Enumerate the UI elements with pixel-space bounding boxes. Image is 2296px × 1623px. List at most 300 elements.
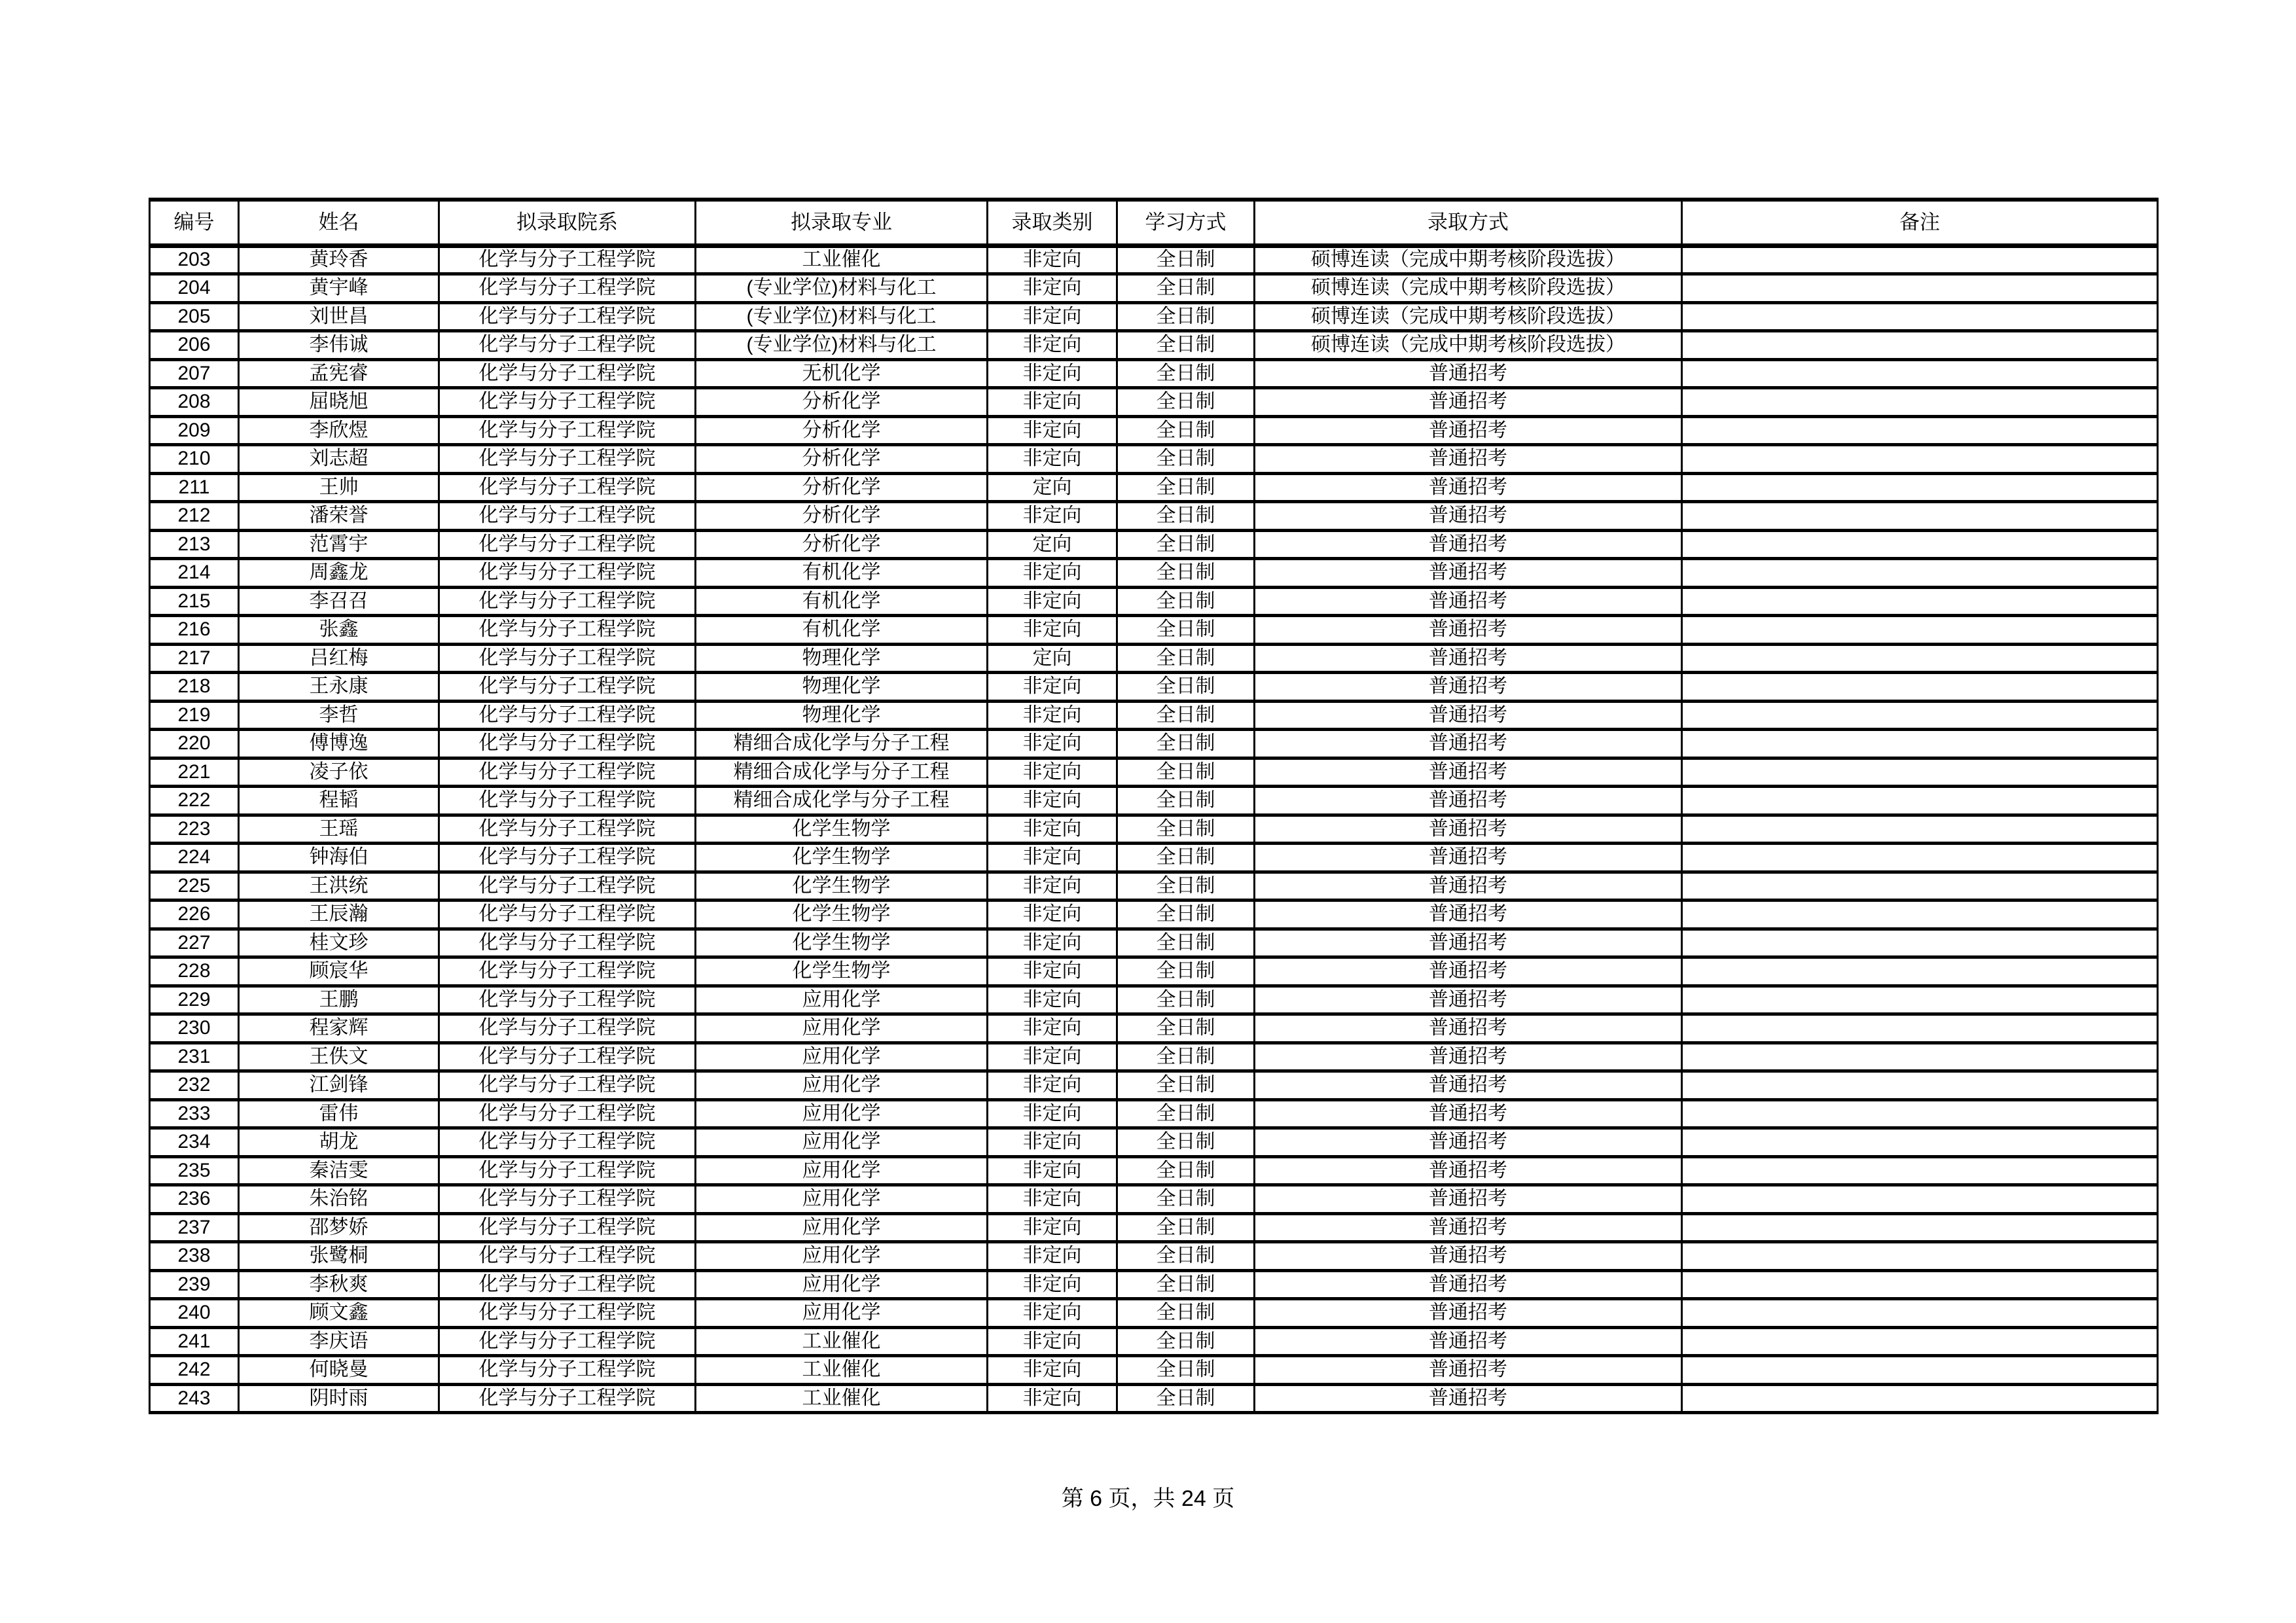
major-cell: 分析化学 — [696, 445, 988, 474]
table-row — [150, 530, 2158, 559]
major-cell: 分析化学 — [696, 502, 988, 531]
column-header-student-name: 姓名 — [239, 200, 439, 245]
admission-category-cell: 非定向 — [988, 416, 1117, 445]
admission-method-cell: 普通招考 — [1255, 730, 1682, 758]
table-header-row — [150, 200, 2158, 245]
remarks-cell — [1682, 587, 2158, 616]
row-number-cell: 233 — [150, 1099, 239, 1128]
major-cell: 应用化学 — [696, 1071, 988, 1100]
student-name-cell: 刘世昌 — [239, 302, 439, 331]
department-cell: 化学与分子工程学院 — [439, 1185, 696, 1214]
table-row — [150, 1099, 2158, 1128]
admission-category-cell: 非定向 — [988, 274, 1117, 303]
row-number-cell: 239 — [150, 1270, 239, 1299]
row-number-cell: 230 — [150, 1014, 239, 1043]
remarks-cell — [1682, 416, 2158, 445]
department-cell: 化学与分子工程学院 — [439, 502, 696, 531]
row-number-cell: 223 — [150, 815, 239, 844]
student-name-cell: 凌子依 — [239, 758, 439, 787]
admission-category-cell: 非定向 — [988, 701, 1117, 730]
major-cell: 应用化学 — [696, 1213, 988, 1242]
major-cell: 化学生物学 — [696, 901, 988, 929]
table-row — [150, 587, 2158, 616]
admission-method-cell: 普通招考 — [1255, 787, 1682, 815]
study-mode-cell: 全日制 — [1117, 1128, 1255, 1157]
department-cell: 化学与分子工程学院 — [439, 1014, 696, 1043]
study-mode-cell: 全日制 — [1117, 673, 1255, 702]
remarks-cell — [1682, 302, 2158, 331]
student-name-cell: 潘荣誉 — [239, 502, 439, 531]
admission-method-cell: 普通招考 — [1255, 1213, 1682, 1242]
department-cell: 化学与分子工程学院 — [439, 1213, 696, 1242]
table-row — [150, 502, 2158, 531]
table-row — [150, 416, 2158, 445]
table-row — [150, 1242, 2158, 1271]
table-row — [150, 758, 2158, 787]
student-name-cell: 何晓曼 — [239, 1356, 439, 1385]
major-cell: 化学生物学 — [696, 872, 988, 901]
study-mode-cell: 全日制 — [1117, 644, 1255, 673]
admission-method-cell: 硕博连读（完成中期考核阶段选拔） — [1255, 331, 1682, 360]
admission-category-cell: 非定向 — [988, 1014, 1117, 1043]
study-mode-cell: 全日制 — [1117, 416, 1255, 445]
admission-method-cell: 普通招考 — [1255, 1384, 1682, 1413]
student-name-cell: 黄玲香 — [239, 245, 439, 274]
department-cell: 化学与分子工程学院 — [439, 1128, 696, 1157]
table-row — [150, 844, 2158, 872]
admission-method-cell: 普通招考 — [1255, 1043, 1682, 1071]
row-number-cell: 227 — [150, 929, 239, 957]
admission-method-cell: 硕博连读（完成中期考核阶段选拔） — [1255, 302, 1682, 331]
table-row — [150, 815, 2158, 844]
major-cell: 应用化学 — [696, 1185, 988, 1214]
admission-method-cell: 普通招考 — [1255, 815, 1682, 844]
row-number-cell: 236 — [150, 1185, 239, 1214]
page-footer — [0, 1484, 2296, 1513]
row-number-cell: 232 — [150, 1071, 239, 1100]
admission-table — [149, 198, 2159, 1414]
row-number-cell: 208 — [150, 388, 239, 417]
admission-category-cell: 定向 — [988, 473, 1117, 502]
major-cell: 分析化学 — [696, 416, 988, 445]
department-cell: 化学与分子工程学院 — [439, 730, 696, 758]
row-number-cell: 240 — [150, 1299, 239, 1328]
table-row — [150, 1327, 2158, 1356]
student-name-cell: 王洪统 — [239, 872, 439, 901]
department-cell: 化学与分子工程学院 — [439, 901, 696, 929]
remarks-cell — [1682, 758, 2158, 787]
remarks-cell — [1682, 844, 2158, 872]
study-mode-cell: 全日制 — [1117, 559, 1255, 588]
admission-category-cell: 非定向 — [988, 331, 1117, 360]
admission-category-cell: 非定向 — [988, 1099, 1117, 1128]
study-mode-cell: 全日制 — [1117, 758, 1255, 787]
admission-method-cell: 普通招考 — [1255, 616, 1682, 645]
admission-method-cell: 普通招考 — [1255, 901, 1682, 929]
admission-method-cell: 普通招考 — [1255, 986, 1682, 1014]
study-mode-cell: 全日制 — [1117, 359, 1255, 388]
remarks-cell — [1682, 957, 2158, 986]
study-mode-cell: 全日制 — [1117, 1270, 1255, 1299]
remarks-cell — [1682, 530, 2158, 559]
row-number-cell: 215 — [150, 587, 239, 616]
study-mode-cell: 全日制 — [1117, 502, 1255, 531]
department-cell: 化学与分子工程学院 — [439, 302, 696, 331]
study-mode-cell: 全日制 — [1117, 1299, 1255, 1328]
department-cell: 化学与分子工程学院 — [439, 673, 696, 702]
table-row — [150, 901, 2158, 929]
student-name-cell: 朱治铭 — [239, 1185, 439, 1214]
table-row — [150, 1270, 2158, 1299]
admission-method-cell: 普通招考 — [1255, 1242, 1682, 1271]
row-number-cell: 238 — [150, 1242, 239, 1271]
admission-method-cell: 普通招考 — [1255, 1014, 1682, 1043]
student-name-cell: 孟宪睿 — [239, 359, 439, 388]
row-number-cell: 221 — [150, 758, 239, 787]
admission-category-cell: 非定向 — [988, 445, 1117, 474]
remarks-cell — [1682, 616, 2158, 645]
table-row — [150, 1128, 2158, 1157]
table-row — [150, 1156, 2158, 1185]
table-row — [150, 331, 2158, 360]
major-cell: 工业催化 — [696, 1384, 988, 1413]
admission-category-cell: 非定向 — [988, 1270, 1117, 1299]
row-number-cell: 209 — [150, 416, 239, 445]
student-name-cell: 邵梦娇 — [239, 1213, 439, 1242]
remarks-cell — [1682, 445, 2158, 474]
remarks-cell — [1682, 359, 2158, 388]
major-cell: 应用化学 — [696, 1242, 988, 1271]
remarks-cell — [1682, 730, 2158, 758]
student-name-cell: 李哲 — [239, 701, 439, 730]
department-cell: 化学与分子工程学院 — [439, 416, 696, 445]
major-cell: 工业催化 — [696, 245, 988, 274]
table-row — [150, 787, 2158, 815]
study-mode-cell: 全日制 — [1117, 986, 1255, 1014]
row-number-cell: 222 — [150, 787, 239, 815]
row-number-cell: 217 — [150, 644, 239, 673]
admission-category-cell: 非定向 — [988, 673, 1117, 702]
column-header-row-number: 编号 — [150, 200, 239, 245]
major-cell: 有机化学 — [696, 559, 988, 588]
major-cell: 应用化学 — [696, 1156, 988, 1185]
admission-category-cell: 非定向 — [988, 986, 1117, 1014]
column-header-remarks: 备注 — [1682, 200, 2158, 245]
admission-method-cell: 普通招考 — [1255, 1156, 1682, 1185]
admission-category-cell: 非定向 — [988, 1128, 1117, 1157]
student-name-cell: 阴时雨 — [239, 1384, 439, 1413]
student-name-cell: 吕红梅 — [239, 644, 439, 673]
major-cell: 化学生物学 — [696, 844, 988, 872]
admission-method-cell: 普通招考 — [1255, 929, 1682, 957]
column-header-study-mode: 学习方式 — [1117, 200, 1255, 245]
row-number-cell: 225 — [150, 872, 239, 901]
student-name-cell: 李庆语 — [239, 1327, 439, 1356]
department-cell: 化学与分子工程学院 — [439, 445, 696, 474]
remarks-cell — [1682, 388, 2158, 417]
row-number-cell: 212 — [150, 502, 239, 531]
student-name-cell: 钟海伯 — [239, 844, 439, 872]
major-cell: 精细合成化学与分子工程 — [696, 787, 988, 815]
student-name-cell: 王鹏 — [239, 986, 439, 1014]
table-row — [150, 1185, 2158, 1214]
row-number-cell: 224 — [150, 844, 239, 872]
row-number-cell: 226 — [150, 901, 239, 929]
study-mode-cell: 全日制 — [1117, 587, 1255, 616]
study-mode-cell: 全日制 — [1117, 616, 1255, 645]
student-name-cell: 顾文鑫 — [239, 1299, 439, 1328]
major-cell: 化学生物学 — [696, 815, 988, 844]
major-cell: 工业催化 — [696, 1327, 988, 1356]
admission-category-cell: 非定向 — [988, 559, 1117, 588]
study-mode-cell: 全日制 — [1117, 1156, 1255, 1185]
column-header-major: 拟录取专业 — [696, 200, 988, 245]
department-cell: 化学与分子工程学院 — [439, 1356, 696, 1385]
table-row — [150, 1014, 2158, 1043]
student-name-cell: 程家辉 — [239, 1014, 439, 1043]
student-name-cell: 李召召 — [239, 587, 439, 616]
admission-method-cell: 硕博连读（完成中期考核阶段选拔） — [1255, 274, 1682, 303]
study-mode-cell: 全日制 — [1117, 1327, 1255, 1356]
major-cell: 有机化学 — [696, 616, 988, 645]
department-cell: 化学与分子工程学院 — [439, 644, 696, 673]
admission-category-cell: 非定向 — [988, 502, 1117, 531]
table-row — [150, 559, 2158, 588]
study-mode-cell: 全日制 — [1117, 815, 1255, 844]
admission-category-cell: 非定向 — [988, 1384, 1117, 1413]
table-row — [150, 872, 2158, 901]
admission-category-cell: 非定向 — [988, 587, 1117, 616]
major-cell: (专业学位)材料与化工 — [696, 274, 988, 303]
remarks-cell — [1682, 1185, 2158, 1214]
remarks-cell — [1682, 1128, 2158, 1157]
admission-method-cell: 普通招考 — [1255, 1099, 1682, 1128]
study-mode-cell: 全日制 — [1117, 901, 1255, 929]
student-name-cell: 秦洁雯 — [239, 1156, 439, 1185]
major-cell: 物理化学 — [696, 673, 988, 702]
department-cell: 化学与分子工程学院 — [439, 1384, 696, 1413]
row-number-cell: 235 — [150, 1156, 239, 1185]
admission-method-cell: 硕博连读（完成中期考核阶段选拔） — [1255, 245, 1682, 274]
department-cell: 化学与分子工程学院 — [439, 787, 696, 815]
admission-category-cell: 非定向 — [988, 1242, 1117, 1271]
admission-method-cell: 普通招考 — [1255, 844, 1682, 872]
study-mode-cell: 全日制 — [1117, 787, 1255, 815]
admission-method-cell: 普通招考 — [1255, 957, 1682, 986]
department-cell: 化学与分子工程学院 — [439, 331, 696, 360]
row-number-cell: 214 — [150, 559, 239, 588]
study-mode-cell: 全日制 — [1117, 445, 1255, 474]
study-mode-cell: 全日制 — [1117, 1014, 1255, 1043]
department-cell: 化学与分子工程学院 — [439, 388, 696, 417]
admission-category-cell: 非定向 — [988, 758, 1117, 787]
admission-category-cell: 非定向 — [988, 1299, 1117, 1328]
major-cell: 化学生物学 — [696, 957, 988, 986]
study-mode-cell: 全日制 — [1117, 1043, 1255, 1071]
department-cell: 化学与分子工程学院 — [439, 815, 696, 844]
major-cell: 应用化学 — [696, 1043, 988, 1071]
student-name-cell: 王永康 — [239, 673, 439, 702]
department-cell: 化学与分子工程学院 — [439, 1043, 696, 1071]
admission-category-cell: 非定向 — [988, 1071, 1117, 1100]
admission-category-cell: 非定向 — [988, 1356, 1117, 1385]
remarks-cell — [1682, 673, 2158, 702]
row-number-cell: 243 — [150, 1384, 239, 1413]
remarks-cell — [1682, 1270, 2158, 1299]
department-cell: 化学与分子工程学院 — [439, 530, 696, 559]
admission-category-cell: 非定向 — [988, 1156, 1117, 1185]
student-name-cell: 王帅 — [239, 473, 439, 502]
admission-category-cell: 非定向 — [988, 616, 1117, 645]
table-row — [150, 473, 2158, 502]
table-row — [150, 1384, 2158, 1413]
department-cell: 化学与分子工程学院 — [439, 359, 696, 388]
major-cell: 应用化学 — [696, 1014, 988, 1043]
remarks-cell — [1682, 1327, 2158, 1356]
row-number-cell: 216 — [150, 616, 239, 645]
admission-category-cell: 非定向 — [988, 815, 1117, 844]
department-cell: 化学与分子工程学院 — [439, 758, 696, 787]
remarks-cell — [1682, 1213, 2158, 1242]
admission-category-cell: 非定向 — [988, 1327, 1117, 1356]
department-cell: 化学与分子工程学院 — [439, 587, 696, 616]
remarks-cell — [1682, 245, 2158, 274]
admission-method-cell: 普通招考 — [1255, 559, 1682, 588]
table-row — [150, 359, 2158, 388]
department-cell: 化学与分子工程学院 — [439, 986, 696, 1014]
major-cell: 化学生物学 — [696, 929, 988, 957]
department-cell: 化学与分子工程学院 — [439, 1270, 696, 1299]
student-name-cell: 桂文珍 — [239, 929, 439, 957]
student-name-cell: 周鑫龙 — [239, 559, 439, 588]
major-cell: 物理化学 — [696, 701, 988, 730]
major-cell: (专业学位)材料与化工 — [696, 331, 988, 360]
department-cell: 化学与分子工程学院 — [439, 245, 696, 274]
department-cell: 化学与分子工程学院 — [439, 929, 696, 957]
department-cell: 化学与分子工程学院 — [439, 701, 696, 730]
student-name-cell: 刘志超 — [239, 445, 439, 474]
admission-method-cell: 普通招考 — [1255, 872, 1682, 901]
major-cell: 分析化学 — [696, 388, 988, 417]
admission-method-cell: 普通招考 — [1255, 1299, 1682, 1328]
table-row — [150, 274, 2158, 303]
study-mode-cell: 全日制 — [1117, 530, 1255, 559]
admission-category-cell: 非定向 — [988, 730, 1117, 758]
study-mode-cell: 全日制 — [1117, 1099, 1255, 1128]
department-cell: 化学与分子工程学院 — [439, 844, 696, 872]
table-row — [150, 1356, 2158, 1385]
table-row — [150, 445, 2158, 474]
table-row — [150, 644, 2158, 673]
admission-method-cell: 普通招考 — [1255, 673, 1682, 702]
remarks-cell — [1682, 815, 2158, 844]
student-name-cell: 程韬 — [239, 787, 439, 815]
remarks-cell — [1682, 502, 2158, 531]
remarks-cell — [1682, 1156, 2158, 1185]
study-mode-cell: 全日制 — [1117, 957, 1255, 986]
remarks-cell — [1682, 1071, 2158, 1100]
row-number-cell: 234 — [150, 1128, 239, 1157]
department-cell: 化学与分子工程学院 — [439, 1071, 696, 1100]
table-row — [150, 1043, 2158, 1071]
remarks-cell — [1682, 901, 2158, 929]
department-cell: 化学与分子工程学院 — [439, 1099, 696, 1128]
study-mode-cell: 全日制 — [1117, 1242, 1255, 1271]
admission-method-cell: 普通招考 — [1255, 758, 1682, 787]
column-header-department: 拟录取院系 — [439, 200, 696, 245]
admission-category-cell: 非定向 — [988, 1043, 1117, 1071]
department-cell: 化学与分子工程学院 — [439, 1327, 696, 1356]
department-cell: 化学与分子工程学院 — [439, 1156, 696, 1185]
student-name-cell: 黄宇峰 — [239, 274, 439, 303]
table-row — [150, 388, 2158, 417]
admission-category-cell: 定向 — [988, 530, 1117, 559]
row-number-cell: 207 — [150, 359, 239, 388]
admission-category-cell: 非定向 — [988, 302, 1117, 331]
student-name-cell: 屈晓旭 — [239, 388, 439, 417]
admission-method-cell: 普通招考 — [1255, 445, 1682, 474]
major-cell: 应用化学 — [696, 1099, 988, 1128]
department-cell: 化学与分子工程学院 — [439, 616, 696, 645]
remarks-cell — [1682, 644, 2158, 673]
study-mode-cell: 全日制 — [1117, 473, 1255, 502]
study-mode-cell: 全日制 — [1117, 1185, 1255, 1214]
admission-category-cell: 非定向 — [988, 1185, 1117, 1214]
major-cell: 分析化学 — [696, 530, 988, 559]
remarks-cell — [1682, 986, 2158, 1014]
row-number-cell: 204 — [150, 274, 239, 303]
major-cell: 工业催化 — [696, 1356, 988, 1385]
admission-method-cell: 普通招考 — [1255, 416, 1682, 445]
table-row — [150, 1213, 2158, 1242]
admission-method-cell: 普通招考 — [1255, 644, 1682, 673]
department-cell: 化学与分子工程学院 — [439, 872, 696, 901]
study-mode-cell: 全日制 — [1117, 1071, 1255, 1100]
row-number-cell: 205 — [150, 302, 239, 331]
study-mode-cell: 全日制 — [1117, 388, 1255, 417]
student-name-cell: 王瑶 — [239, 815, 439, 844]
table-row — [150, 1071, 2158, 1100]
admission-category-cell: 定向 — [988, 644, 1117, 673]
row-number-cell: 229 — [150, 986, 239, 1014]
admission-category-cell: 非定向 — [988, 844, 1117, 872]
study-mode-cell: 全日制 — [1117, 302, 1255, 331]
row-number-cell: 242 — [150, 1356, 239, 1385]
student-name-cell: 范霄宇 — [239, 530, 439, 559]
student-name-cell: 顾宸华 — [239, 957, 439, 986]
department-cell: 化学与分子工程学院 — [439, 957, 696, 986]
remarks-cell — [1682, 1384, 2158, 1413]
student-name-cell: 李伟诚 — [239, 331, 439, 360]
row-number-cell: 210 — [150, 445, 239, 474]
student-name-cell: 傅博逸 — [239, 730, 439, 758]
major-cell: 精细合成化学与分子工程 — [696, 758, 988, 787]
study-mode-cell: 全日制 — [1117, 1356, 1255, 1385]
admission-method-cell: 普通招考 — [1255, 587, 1682, 616]
major-cell: 物理化学 — [696, 644, 988, 673]
remarks-cell — [1682, 1014, 2158, 1043]
table-row — [150, 302, 2158, 331]
admission-method-cell: 普通招考 — [1255, 530, 1682, 559]
table-row — [150, 1299, 2158, 1328]
major-cell: 应用化学 — [696, 1128, 988, 1157]
row-number-cell: 206 — [150, 331, 239, 360]
remarks-cell — [1682, 1242, 2158, 1271]
table-row — [150, 986, 2158, 1014]
remarks-cell — [1682, 929, 2158, 957]
remarks-cell — [1682, 331, 2158, 360]
admission-category-cell: 非定向 — [988, 901, 1117, 929]
